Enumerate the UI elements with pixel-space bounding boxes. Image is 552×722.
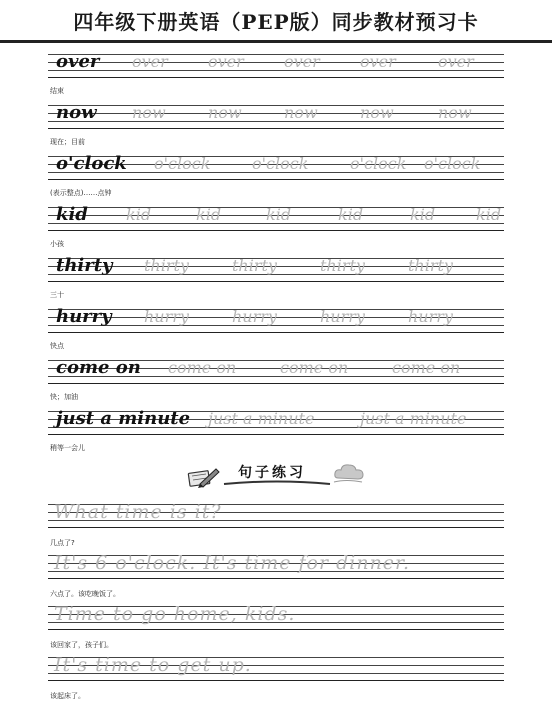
word-meaning: 三十 <box>50 291 64 299</box>
trace-word: hurry <box>320 307 365 326</box>
trace-word: now <box>132 103 166 122</box>
word-meaning: 小孩 <box>50 240 64 248</box>
trace-word: thirty <box>408 256 453 275</box>
trace-word: just a minute <box>208 409 315 428</box>
trace-sentence: It's 6 o'clock. It's time for dinner. <box>54 552 411 574</box>
word-meaning: 稍等一会儿 <box>50 444 85 452</box>
trace-word: thirty <box>144 256 189 275</box>
trace-word: come on <box>168 358 237 377</box>
sentence-row <box>48 552 504 579</box>
title-divider <box>0 40 552 43</box>
word-row-just-a-minute <box>48 408 504 435</box>
trace-sentence: What time is it? <box>54 501 222 523</box>
trace-word: thirty <box>232 256 277 275</box>
word-row-oclock <box>48 153 504 180</box>
trace-word: kid <box>410 205 436 224</box>
word-meaning: (表示整点)……点钟 <box>50 189 112 197</box>
word: come on <box>56 357 141 378</box>
sentence-meaning: 该回家了，孩子们。 <box>50 641 113 649</box>
trace-word: kid <box>338 205 364 224</box>
sentence-row <box>48 603 504 630</box>
trace-word: now <box>360 103 394 122</box>
trace-word: kid <box>196 205 222 224</box>
trace-word: o'clock <box>350 154 407 173</box>
trace-word: o'clock <box>252 154 309 173</box>
trace-word: kid <box>476 205 502 224</box>
word-row-kid <box>48 204 504 231</box>
trace-word: over <box>132 52 168 71</box>
word: now <box>56 102 97 123</box>
trace-word: now <box>208 103 242 122</box>
word-row-now <box>48 102 504 129</box>
cloud-icon <box>332 460 366 484</box>
word-row-hurry <box>48 306 504 333</box>
trace-word: hurry <box>408 307 453 326</box>
trace-word: just a minute <box>360 409 467 428</box>
sentence-meaning: 几点了? <box>50 539 75 547</box>
word: o'clock <box>56 153 127 174</box>
word: thirty <box>56 255 113 276</box>
pencil-notebook-icon <box>186 466 220 488</box>
trace-word: kid <box>126 205 152 224</box>
word-row-come-on <box>48 357 504 384</box>
trace-word: hurry <box>232 307 277 326</box>
word: kid <box>56 204 88 225</box>
trace-word: over <box>284 52 320 71</box>
trace-word: thirty <box>320 256 365 275</box>
word-meaning: 快点 <box>50 342 64 350</box>
trace-word: over <box>360 52 396 71</box>
sentence-row <box>48 501 504 528</box>
trace-word: o'clock <box>154 154 211 173</box>
sentence-row <box>48 654 504 681</box>
page-title: 四年级下册英语（PEP版）同步教材预习卡 <box>73 10 479 34</box>
word-row-thirty <box>48 255 504 282</box>
word: just a minute <box>56 408 191 429</box>
trace-word: over <box>438 52 474 71</box>
trace-sentence: It's time to get up. <box>54 654 252 676</box>
trace-word: o'clock <box>424 154 481 173</box>
trace-word: over <box>208 52 244 71</box>
sentence-meaning: 六点了。该吃晚饭了。 <box>50 590 120 598</box>
word-meaning: 结束 <box>50 87 64 95</box>
trace-word: now <box>438 103 472 122</box>
word-meaning: 快；加油 <box>50 393 78 401</box>
trace-word: come on <box>280 358 349 377</box>
word-meaning: 现在；目前 <box>50 138 85 146</box>
word-row-over <box>48 51 504 78</box>
word: hurry <box>56 306 112 327</box>
underline-swoosh <box>222 478 332 488</box>
trace-word: kid <box>266 205 292 224</box>
trace-sentence: Time to go home, kids. <box>54 603 296 625</box>
section-banner <box>186 458 366 490</box>
section-title: 句子练习 <box>238 465 306 481</box>
trace-word: now <box>284 103 318 122</box>
sentence-meaning: 该起床了。 <box>50 692 85 700</box>
trace-word: come on <box>392 358 461 377</box>
word: over <box>56 51 100 72</box>
trace-word: hurry <box>144 307 189 326</box>
